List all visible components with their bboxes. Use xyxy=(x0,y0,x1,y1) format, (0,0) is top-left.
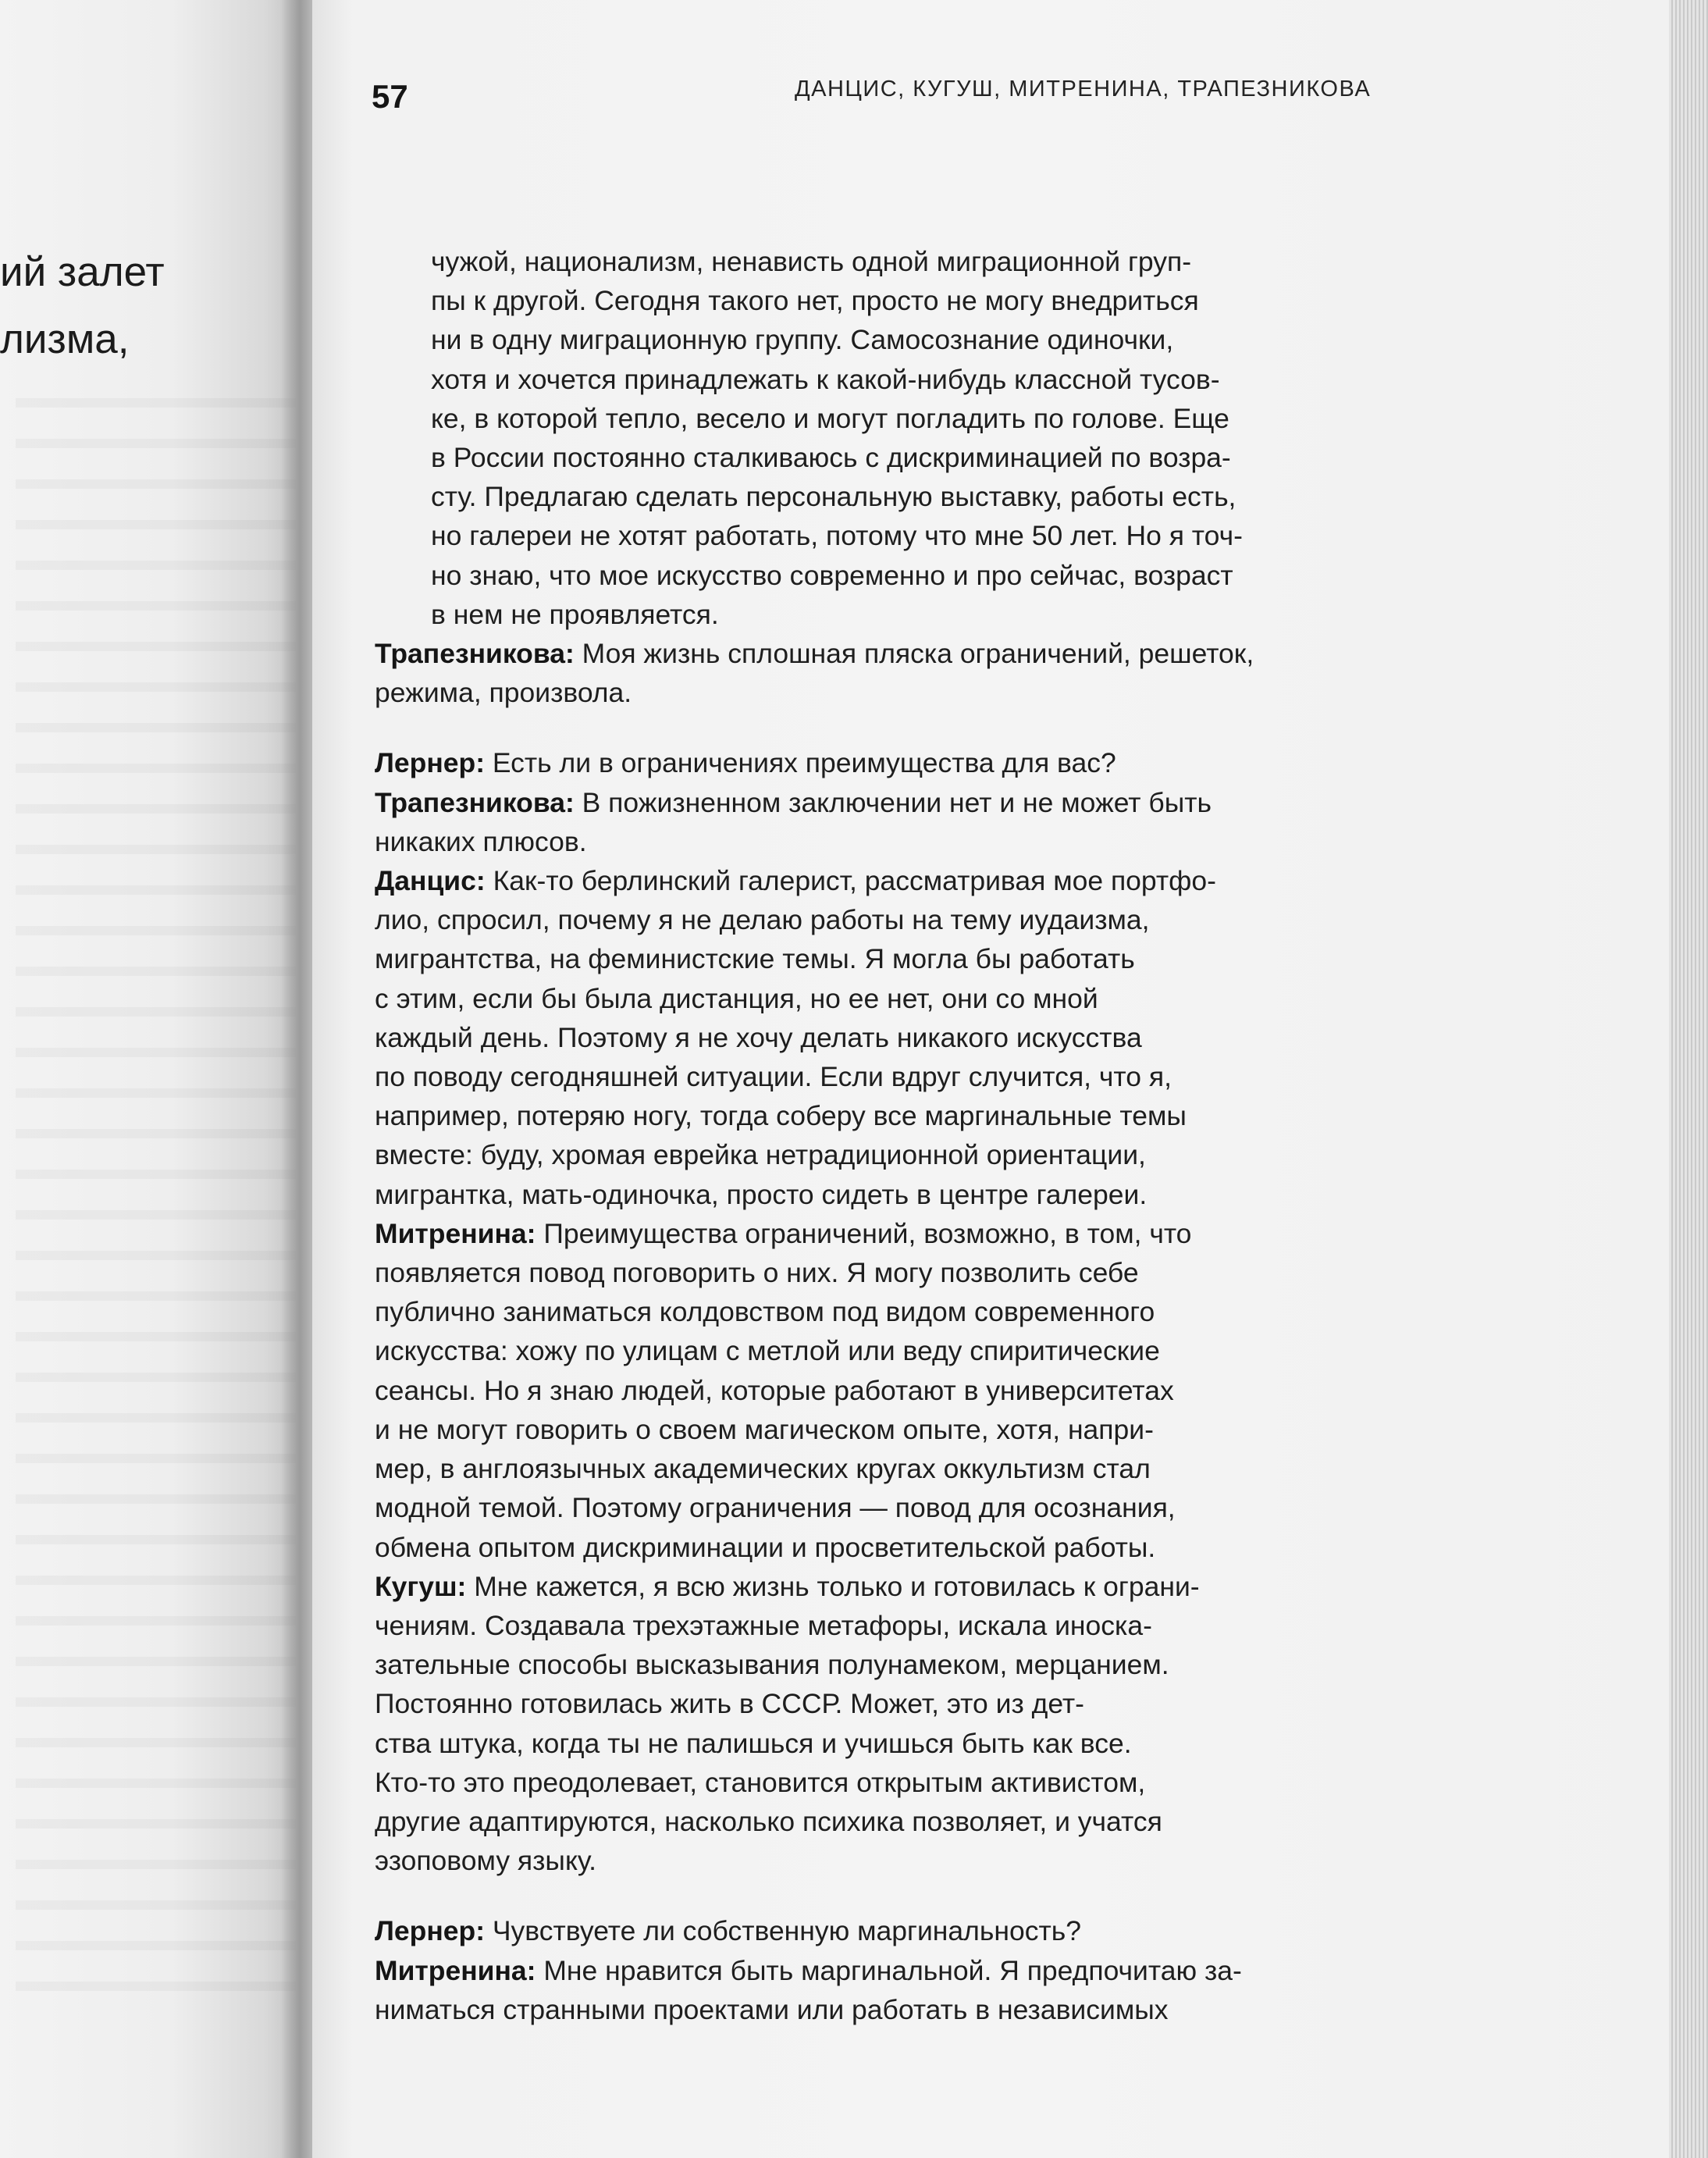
reply-text: Мне нравится быть маргинальной. Я предпочитаю за- xyxy=(536,1954,1242,1986)
paragraph-gap xyxy=(375,712,1390,743)
continuation-paragraph xyxy=(375,242,1390,634)
text-line: в нем не проявляется. xyxy=(431,598,719,630)
paragraph-gap xyxy=(375,1880,1390,1911)
text-line: ни в одну миграционную группу. Самосознание одиночки, xyxy=(431,324,1174,356)
text-line: Кто-то это преодолевает, становится открытым активистом, xyxy=(375,1766,1146,1798)
speaker-name: Лернер: xyxy=(375,1915,486,1947)
reply-first-line xyxy=(375,743,1390,782)
text-line: другие адаптируются, насколько психика позволяет, и учатся xyxy=(375,1805,1162,1837)
reply-first-line xyxy=(375,1567,1390,1606)
reply-text: В пожизненном заключении нет и не может быть xyxy=(574,786,1212,818)
reply-first-line xyxy=(375,1951,1390,1990)
text-line: сеансы. Но я знаю людей, которые работают в университетах xyxy=(375,1374,1174,1406)
text-line: ниматься странными проектами или работать в независимых xyxy=(375,1993,1169,2025)
left-page-fragment-1: ий залет xyxy=(0,249,165,295)
speaker-name: Митренина: xyxy=(375,1954,536,1986)
page-edges xyxy=(1669,0,1708,2158)
reply-text: Моя жизнь сплошная пляска ограничений, решеток, xyxy=(574,638,1254,670)
text-line: мер, в англоязычных академических кругах оккультизм стал xyxy=(375,1453,1151,1485)
text-line: лио, спросил, почему я не делаю работы на тему иудаизма, xyxy=(375,904,1150,936)
speaker-name: Митренина: xyxy=(375,1217,536,1249)
dialogue-reply xyxy=(375,1567,1390,1881)
reply-text: Преимущества ограничений, возможно, в том, что xyxy=(536,1217,1192,1249)
reply-first-line xyxy=(375,861,1390,900)
dialogue-reply xyxy=(375,743,1390,782)
text-line: мигрантства, на феминистские темы. Я могла бы работать xyxy=(375,943,1135,975)
text-line: пы к другой. Сегодня такого нет, просто не могу внедриться xyxy=(431,285,1199,317)
text-line: никаких плюсов. xyxy=(375,825,587,857)
dialogue-reply xyxy=(375,861,1390,1214)
text-line: хотя и хочется принадлежать к какой-нибудь классной тусов- xyxy=(431,363,1220,395)
text-line: обмена опытом дискриминации и просветительской работы. xyxy=(375,1531,1156,1563)
text-line: каждый день. Поэтому я не хочу делать никакого искусства xyxy=(375,1021,1142,1053)
reply-first-line xyxy=(375,1214,1390,1253)
text-line: вместе: буду, хромая еврейка нетрадиционной ориентации, xyxy=(375,1139,1146,1171)
text-line: публично заниматься колдовством под видом современного xyxy=(375,1296,1155,1328)
text-line: мигрантка, мать-одиночка, просто сидеть в центре галереи. xyxy=(375,1178,1148,1210)
text-line: по поводу сегодняшней ситуации. Если вдруг случится, что я, xyxy=(375,1061,1172,1093)
text-line: и не могут говорить о своем магическом опыте, хотя, напри- xyxy=(375,1413,1154,1445)
dialogue-reply xyxy=(375,634,1390,712)
dialogue-reply xyxy=(375,1911,1390,1950)
text-line: эзоповому языку. xyxy=(375,1845,596,1877)
text-line: чениям. Создавала трехэтажные метафоры, искала иноска- xyxy=(375,1609,1152,1641)
speaker-name: Лернер: xyxy=(375,747,486,779)
page-body xyxy=(375,242,1390,2029)
speaker-name: Данцис: xyxy=(375,865,486,897)
reply-text: Чувствуете ли собственную маргинальность? xyxy=(485,1915,1081,1947)
text-line: ства штука, когда ты не палишься и учишься быть как все. xyxy=(375,1727,1132,1759)
reply-first-line xyxy=(375,1911,1390,1950)
dialogue-reply xyxy=(375,1214,1390,1567)
reply-first-line xyxy=(375,634,1390,673)
text-line: модной темой. Поэтому ограничения — повод для осознания, xyxy=(375,1492,1176,1524)
reply-text: Как-то берлинский галерист, рассматривая мое портфо- xyxy=(485,865,1216,897)
text-line: с этим, если бы была дистанция, но ее нет, они со мной xyxy=(375,982,1098,1014)
reply-text: Есть ли в ограничениях преимущества для вас? xyxy=(485,747,1116,779)
text-line: появляется повод поговорить о них. Я могу позволить себе xyxy=(375,1257,1139,1289)
show-through-text xyxy=(16,367,297,2007)
text-line: зательные способы высказывания полунамеком, мерцанием. xyxy=(375,1649,1169,1681)
text-line: Постоянно готовилась жить в СССР. Может, это из дет- xyxy=(375,1688,1084,1720)
reply-text: Мне кажется, я всю жизнь только и готовилась к ограни- xyxy=(466,1570,1200,1602)
text-line: режима, произвола. xyxy=(375,677,632,709)
text-line: ке, в которой тепло, весело и могут погладить по голове. Еще xyxy=(431,402,1229,434)
text-line: искусства: хожу по улицам с метлой или веду спиритические xyxy=(375,1335,1160,1367)
text-line: но галереи не хотят работать, потому что мне 50 лет. Но я точ- xyxy=(431,520,1243,552)
text-line: в России постоянно сталкиваюсь с дискриминацией по возра- xyxy=(431,442,1231,474)
page-number: 57 xyxy=(372,78,408,115)
dialogue-reply xyxy=(375,783,1390,861)
running-head: ДАНЦИС, КУГУШ, МИТРЕНИНА, ТРАПЕЗНИКОВА xyxy=(795,77,1372,101)
left-page-fragment-2: лизма, xyxy=(0,316,130,362)
speaker-name: Трапезникова: xyxy=(375,786,575,818)
dialogue-reply xyxy=(375,1951,1390,2029)
text-line: например, потеряю ногу, тогда соберу все маргинальные темы xyxy=(375,1100,1187,1132)
text-line: но знаю, что мое искусство современно и про сейчас, возраст xyxy=(431,559,1233,591)
text-line: чужой, национализм, ненависть одной миграционной груп- xyxy=(431,246,1192,277)
text-line: сту. Предлагаю сделать персональную выставку, работы есть, xyxy=(431,481,1237,513)
left-page xyxy=(0,0,312,2158)
reply-first-line xyxy=(375,783,1390,822)
speaker-name: Трапезникова: xyxy=(375,638,575,670)
speaker-name: Кугуш: xyxy=(375,1570,467,1602)
